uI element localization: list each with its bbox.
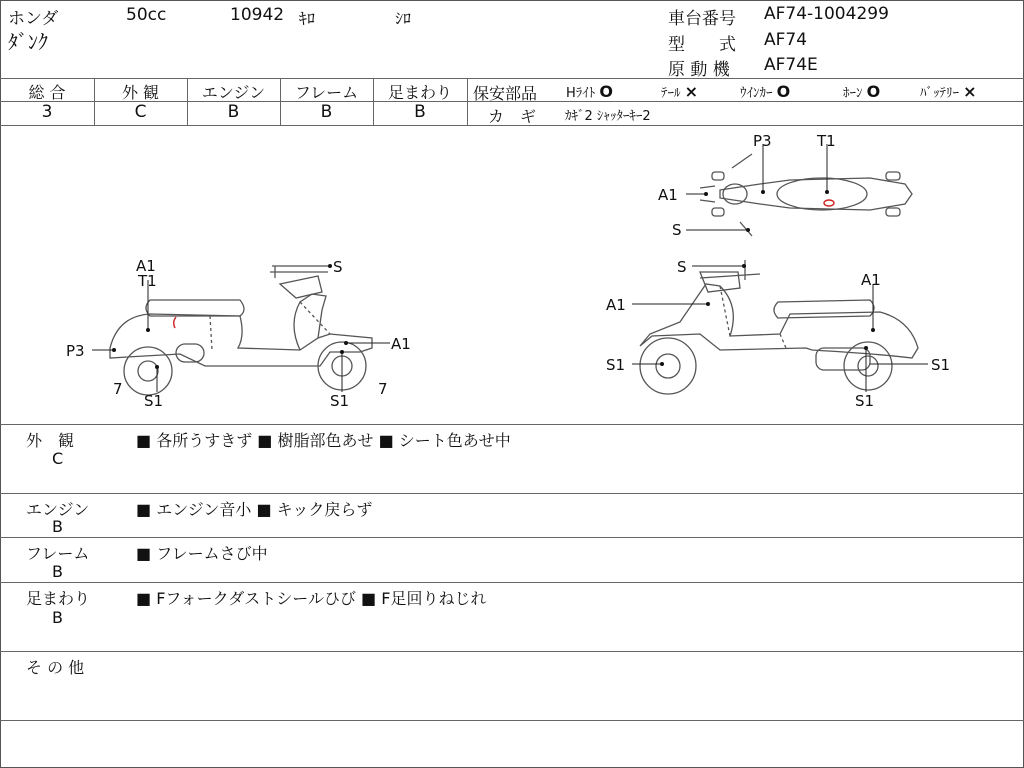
rating-label: エンジン bbox=[201, 83, 266, 102]
divider bbox=[467, 78, 468, 125]
label-7: 7 bbox=[378, 380, 388, 398]
safety-item-name: ﾃｰﾙ bbox=[661, 86, 681, 101]
displacement: 50cc bbox=[126, 5, 167, 25]
label-p3: P3 bbox=[66, 342, 85, 360]
rating-value: C bbox=[134, 102, 147, 122]
rating-label: フレーム bbox=[294, 83, 359, 102]
label-a1: A1 bbox=[658, 186, 678, 204]
safety-item-headlight bbox=[566, 82, 613, 101]
frame-no-label: 車台番号 bbox=[668, 9, 736, 29]
note-text: ■ Fフォークダストシールひび ■ F足回りねじれ bbox=[136, 589, 487, 608]
label-s1: S1 bbox=[330, 392, 350, 410]
engine-label: 原 動 機 bbox=[668, 60, 730, 80]
rating-value: B bbox=[227, 102, 240, 122]
note-label: 外 観 bbox=[26, 431, 75, 450]
divider bbox=[467, 101, 1024, 102]
damage-marks bbox=[174, 200, 834, 328]
label-s: S bbox=[677, 258, 687, 276]
label-s1: S1 bbox=[931, 356, 951, 374]
maker: ホンダ bbox=[8, 9, 59, 29]
label-t1: T1 bbox=[817, 132, 836, 150]
key-value: ｶｷﾞ2 ｼｬｯﾀｰｷｰ2 bbox=[565, 109, 651, 124]
label-s1: S1 bbox=[144, 392, 164, 410]
label-a1: A1 bbox=[861, 271, 881, 289]
divider bbox=[0, 493, 1024, 494]
body-color: ｼﾛ bbox=[395, 9, 412, 28]
safety-item-winker bbox=[740, 82, 790, 101]
divider bbox=[0, 424, 1024, 425]
leader-dots bbox=[112, 190, 875, 369]
rating-label: 外 観 bbox=[121, 83, 160, 102]
safety-item-name: Hﾗｲﾄ bbox=[566, 86, 596, 101]
damage-diagram bbox=[0, 126, 1024, 424]
safety-item-horn bbox=[843, 82, 880, 101]
note-grade: C bbox=[52, 449, 64, 468]
rating-value: B bbox=[414, 102, 426, 122]
note-grade: B bbox=[52, 517, 63, 536]
note-label: エンジン bbox=[26, 500, 90, 519]
safety-item-name: ﾎｰﾝ bbox=[843, 86, 863, 101]
note-text: ■ 各所うすきず ■ 樹脂部色あせ ■ シート色あせ中 bbox=[136, 431, 511, 450]
note-text: ■ エンジン音小 ■ キック戻らず bbox=[136, 500, 373, 519]
label-s1: S1 bbox=[606, 356, 626, 374]
note-label: フレーム bbox=[26, 544, 90, 563]
safety-item-taillight bbox=[661, 82, 698, 101]
divider bbox=[0, 582, 1024, 583]
safety-item-name: ｳｲﾝｶｰ bbox=[740, 86, 773, 101]
engine-value: AF74E bbox=[764, 55, 818, 75]
label-t1: T1 bbox=[138, 272, 157, 290]
key-label: カ ギ bbox=[488, 107, 537, 126]
type-value: AF74 bbox=[764, 30, 808, 50]
safety-item-mark: O bbox=[866, 82, 881, 101]
note-grade: B bbox=[52, 608, 63, 627]
note-grade: B bbox=[52, 562, 63, 581]
divider bbox=[0, 537, 1024, 538]
safety-item-mark: × bbox=[963, 82, 977, 101]
model-name: ﾀﾞﾝｸ bbox=[8, 30, 48, 54]
divider bbox=[0, 720, 1024, 721]
safety-item-mark: O bbox=[776, 82, 791, 101]
rating-label: 足まわり bbox=[387, 83, 452, 102]
label-s1: S1 bbox=[855, 392, 875, 410]
safety-label: 保安部品 bbox=[473, 84, 538, 103]
rating-label: 総 合 bbox=[28, 83, 66, 102]
label-a1: A1 bbox=[136, 257, 156, 275]
note-label: 足まわり bbox=[26, 589, 91, 608]
note-label: そ の 他 bbox=[26, 658, 85, 677]
label-s: S bbox=[672, 221, 682, 239]
rating-value: 3 bbox=[41, 102, 53, 122]
frame-no: AF74-1004299 bbox=[764, 4, 889, 24]
safety-item-name: ﾊﾞｯﾃﾘｰ bbox=[920, 86, 959, 101]
label-a1: A1 bbox=[606, 296, 626, 314]
label-a1: A1 bbox=[391, 335, 411, 353]
scooter-top-view bbox=[700, 154, 912, 236]
label-p3: P3 bbox=[753, 132, 772, 150]
divider bbox=[0, 651, 1024, 652]
label-s: S bbox=[333, 258, 343, 276]
safety-item-mark: O bbox=[599, 82, 614, 101]
rating-value: B bbox=[320, 102, 333, 122]
type-label: 型 式 bbox=[668, 35, 736, 55]
safety-item-battery bbox=[920, 82, 977, 101]
divider bbox=[0, 78, 1024, 79]
safety-item-mark: × bbox=[684, 82, 699, 101]
label-7: 7 bbox=[113, 380, 123, 398]
mileage-unit: ｷﾛ bbox=[299, 9, 316, 28]
mileage: 10942 bbox=[230, 5, 285, 25]
leader-lines bbox=[92, 144, 928, 392]
note-text: ■ フレームさび中 bbox=[136, 544, 268, 563]
